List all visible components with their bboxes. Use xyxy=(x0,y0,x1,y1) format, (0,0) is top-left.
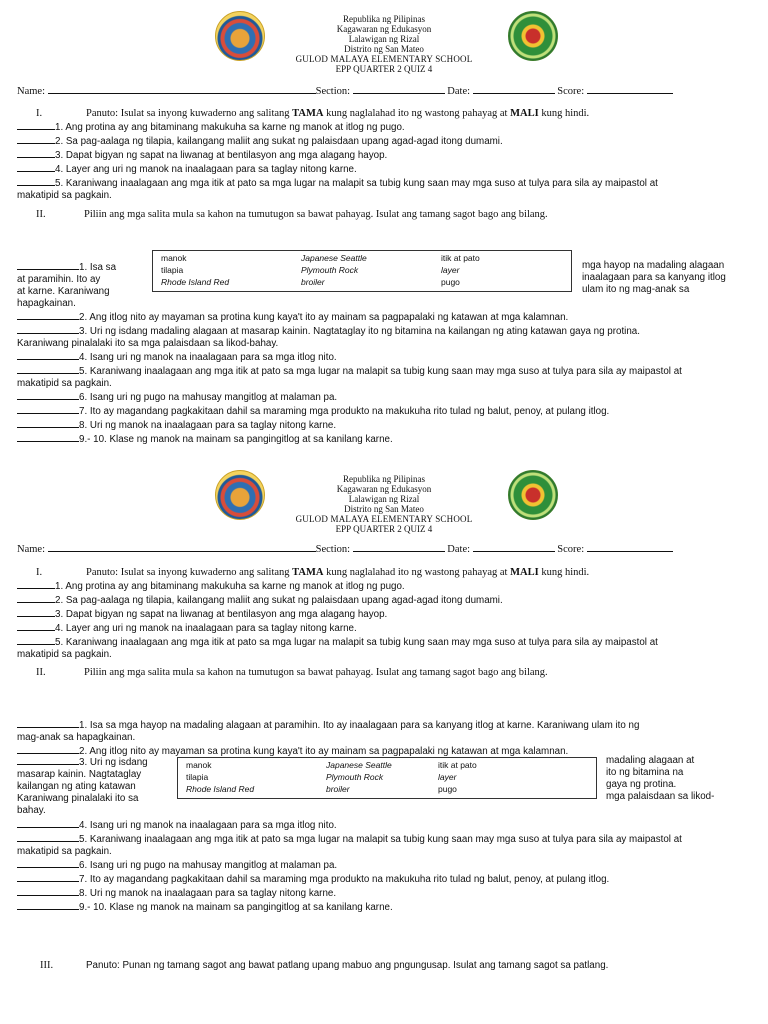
list-item: 1. Ang protina ay ang bitaminang makukuha sa karne ng manok at itlog ng pugo. xyxy=(17,579,658,593)
answer-blank[interactable] xyxy=(17,350,79,360)
box-word: layer xyxy=(441,265,460,275)
score-label: Score: xyxy=(557,86,587,97)
box-word: pugo xyxy=(441,277,460,287)
answer-blank[interactable] xyxy=(17,832,79,842)
student-info-row-2 xyxy=(17,542,673,555)
box-word: manok xyxy=(186,760,212,770)
box-word: pugo xyxy=(438,784,457,794)
part1-number: I. xyxy=(36,108,43,119)
name-label: Name: xyxy=(17,86,48,97)
part3-number: III. xyxy=(40,960,54,971)
header-line1: Republika ng Pilipinas xyxy=(343,14,425,24)
part2-instr: Piliin ang mga salita mula sa kahon na tumutugon sa bawat pahayag. Isulat ang tamang sagot bago ang bilang. xyxy=(84,667,548,678)
part1-instr-c: kung hindi. xyxy=(538,108,590,119)
box-word: broiler xyxy=(301,277,325,287)
list-item: 1. Isa sa mga hayop na madaling alagaan at paramihin. Ito ay inaalagaan para sa kanyang itlog at karne. Karaniwang ulam ito ng xyxy=(17,718,639,732)
list-item: 3. Dapat bigyan ng sapat na liwanag at bentilasyon ang mga alagang hayop. xyxy=(17,148,658,162)
list-item: 4. Isang uri ng manok na inaalagaan para sa mga itlog nito. xyxy=(17,350,682,364)
list-item-cont: makatipid sa pagkain. xyxy=(17,190,112,201)
section-field[interactable] xyxy=(353,84,445,94)
word-box-2 xyxy=(177,757,597,799)
date-field[interactable] xyxy=(473,84,555,94)
list-item-cont: Karaniwang pinalalaki ito sa mga palaisdaan sa likod-bahay. xyxy=(17,338,279,349)
answer-blank[interactable] xyxy=(17,579,55,589)
list-item: 6. Isang uri ng pugo na mahusay mangitlog at malaman pa. xyxy=(17,858,682,872)
part2-number: II. xyxy=(36,667,46,678)
list-item-cont: makatipid sa pagkain. xyxy=(17,846,112,857)
answer-blank[interactable] xyxy=(17,176,55,186)
list-item: 5. Karaniwang inaalagaan ang mga itik at pato sa mga lugar na malapit sa tubig kung saan may mga suso at tulya para sila ay maipastol at xyxy=(17,176,658,190)
school-name: GULOD MALAYA ELEMENTARY SCHOOL xyxy=(295,514,473,524)
list-item-cont: makatipid sa pagkain. xyxy=(17,378,112,389)
answer-blank[interactable] xyxy=(17,744,79,754)
list-item: 9.- 10. Klase ng manok na mainam sa pangingitlog at sa kanilang karne. xyxy=(17,900,682,914)
header-line1: Republika ng Pilipinas xyxy=(343,474,425,484)
header-line3: Lalawigan ng Rizal xyxy=(348,494,420,504)
part2-instructions-1 xyxy=(36,209,548,221)
mali-word: MALI xyxy=(510,567,539,578)
list-item: 9.- 10. Klase ng manok na mainam sa pangingitlog at sa kanilang karne. xyxy=(17,432,682,446)
student-info-row-1 xyxy=(17,84,673,97)
word-box-1 xyxy=(152,250,572,292)
q1-left-text-1: 1. Isa sa at paramihin. Ito ay at karne. Karaniwang hapagkainan. xyxy=(17,262,117,309)
box-word: tilapia xyxy=(186,772,209,782)
answer-blank[interactable] xyxy=(17,120,55,130)
name-field[interactable] xyxy=(48,84,316,94)
answer-blank[interactable] xyxy=(17,872,79,882)
header-2 xyxy=(0,474,768,534)
box-word: Rhode Island Red xyxy=(186,784,255,794)
list-item: 3. Dapat bigyan ng sapat na liwanag at bentilasyon ang mga alagang hayop. xyxy=(17,607,658,621)
box-word: itik at pato xyxy=(438,760,477,770)
tama-word: TAMA xyxy=(292,567,324,578)
list-item: 2. Sa pag-aalaga ng tilapia, kailangang maliit ang sukat ng palaisdaan upang agad-agad itong dumami. xyxy=(17,134,658,148)
date-label: Date: xyxy=(447,544,473,555)
quiz-title: EPP QUARTER 2 QUIZ 4 xyxy=(335,64,433,74)
q3-left-text-2: 3. Uri ng isdang masarap kainin. Nagtataglay kailangan ng ating katawan Karaniwang pinalalaki ito sa bahay. xyxy=(17,757,148,816)
section-label: Section: xyxy=(315,544,353,555)
list-item: 7. Ito ay magandang pagkakitaan dahil sa maraming mga produkto na makukuha rito tulad ng balut, penoy, at pulang itlog. xyxy=(17,404,682,418)
answer-blank[interactable] xyxy=(17,404,79,414)
part1-items-2 xyxy=(17,579,658,661)
header-line4: Distrito ng San Mateo xyxy=(344,504,424,514)
answer-blank[interactable] xyxy=(17,593,55,603)
part3-instr: Panuto: Punan ng tamang sagot ang bawat patlang upang mabuo ang pngungusap. Isulat ang tamang sagot sa patlang. xyxy=(86,960,609,971)
list-item: 4. Layer ang uri ng manok na inaalagaan para sa taglay nitong karne. xyxy=(17,621,658,635)
part2-q1-q2-2 xyxy=(17,718,639,758)
q3-right-text-2: madaling alagaan at ito ng bitamina na gaya ng protina. mga palaisdaan sa likod- xyxy=(606,755,715,802)
box-word: Plymouth Rock xyxy=(326,772,384,782)
list-item: 7. Ito ay magandang pagkakitaan dahil sa maraming mga produkto na makukuha rito tulad ng balut, penoy, at pulang itlog. xyxy=(17,872,682,886)
answer-blank[interactable] xyxy=(17,621,55,631)
header-1 xyxy=(0,14,768,74)
answer-blank[interactable] xyxy=(17,607,55,617)
part2-instr: Piliin ang mga salita mula sa kahon na tumutugon sa bawat pahayag. Isulat ang tamang sagot bago ang bilang. xyxy=(84,209,548,220)
part1-instr-b: kung naglalahad ito ng wastong pahayag at xyxy=(323,108,511,119)
answer-blank[interactable] xyxy=(17,718,79,728)
box-word: Japanese Seattle xyxy=(326,760,392,770)
list-item: 5. Karaniwang inaalagaan ang mga itik at pato sa mga lugar na malapit sa tubig kung saan may mga suso at tulya para sila ay maipastol at xyxy=(17,832,682,846)
list-item: 2. Sa pag-aalaga ng tilapia, kailangang maliit ang sukat ng palaisdaan upang agad-agad itong dumami. xyxy=(17,593,658,607)
part2-instructions-2 xyxy=(36,667,548,679)
header-line2: Kagawaran ng Edukasyon xyxy=(336,484,432,494)
answer-blank[interactable] xyxy=(17,364,79,374)
score-field[interactable] xyxy=(587,84,673,94)
answer-blank[interactable] xyxy=(17,310,79,320)
answer-blank[interactable] xyxy=(17,858,79,868)
box-word: Rhode Island Red xyxy=(161,277,230,287)
answer-blank[interactable] xyxy=(17,818,79,828)
answer-blank[interactable] xyxy=(17,390,79,400)
quiz-title: EPP QUARTER 2 QUIZ 4 xyxy=(335,524,433,534)
box-word: manok xyxy=(161,253,187,263)
part1-instr-c: kung hindi. xyxy=(538,567,590,578)
part1-instr-a: Panuto: Isulat sa inyong kuwaderno ang salitang xyxy=(86,108,293,119)
list-item: 2. Ang itlog nito ay mayaman sa protina kung kaya't ito ay mainam sa pagpapalaki ng katawan at mga kalamnan. xyxy=(17,744,639,758)
list-item: 3. Uri ng isdang madaling alagaan at masarap kainin. Nagtataglay ito ng bitamina na kailangan ng ating katawan gaya ng protina. xyxy=(17,324,682,338)
part2-items-1 xyxy=(17,310,682,446)
answer-blank[interactable] xyxy=(17,900,79,910)
part1-instr-a: Panuto: Isulat sa inyong kuwaderno ang salitang xyxy=(86,567,293,578)
answer-blank[interactable] xyxy=(17,260,79,270)
header-line2: Kagawaran ng Edukasyon xyxy=(336,24,432,34)
list-item-cont: makatipid sa pagkain. xyxy=(17,649,112,660)
answer-blank[interactable] xyxy=(17,635,55,645)
box-word: layer xyxy=(438,772,457,782)
tama-word: TAMA xyxy=(292,108,324,119)
part1-instructions-1 xyxy=(36,108,589,120)
mali-word: MALI xyxy=(510,108,539,119)
date-field[interactable] xyxy=(473,542,555,552)
part2-number: II. xyxy=(36,209,46,220)
list-item: 5. Karaniwang inaalagaan ang mga itik at pato sa mga lugar na malapit sa tubig kung saan may mga suso at tulya para sila ay maipastol at xyxy=(17,364,682,378)
list-item: 4. Layer ang uri ng manok na inaalagaan para sa taglay nitong karne. xyxy=(17,162,658,176)
list-item: 2. Ang itlog nito ay mayaman sa protina kung kaya't ito ay mainam sa pagpapalaki ng katawan at mga kalamnan. xyxy=(17,310,682,324)
answer-blank[interactable] xyxy=(17,886,79,896)
part1-instr-b: kung naglalahad ito ng wastong pahayag at xyxy=(323,567,511,578)
list-item: 6. Isang uri ng pugo na mahusay mangitlog at malaman pa. xyxy=(17,390,682,404)
answer-blank[interactable] xyxy=(17,162,55,172)
date-label: Date: xyxy=(447,86,473,97)
part1-instructions-2 xyxy=(36,567,589,579)
section-label: Section: xyxy=(315,86,353,97)
part1-items-1 xyxy=(17,120,658,202)
list-item-cont: mag-anak sa hapagkainan. xyxy=(17,732,136,743)
box-word: Japanese Seattle xyxy=(301,253,367,263)
list-item: 5. Karaniwang inaalagaan ang mga itik at pato sa mga lugar na malapit sa tubig kung saan may mga suso at tulya para sila ay maipastol at xyxy=(17,635,658,649)
header-line4: Distrito ng San Mateo xyxy=(344,44,424,54)
part3-instructions xyxy=(40,960,608,972)
box-word: broiler xyxy=(326,784,350,794)
box-word: itik at pato xyxy=(441,253,480,263)
answer-blank[interactable] xyxy=(17,432,79,442)
answer-blank[interactable] xyxy=(17,755,79,765)
part1-number: I. xyxy=(36,567,43,578)
name-field[interactable] xyxy=(48,542,316,552)
list-item: 8. Uri ng manok na inaalagaan para sa taglay nitong karne. xyxy=(17,418,682,432)
school-name: GULOD MALAYA ELEMENTARY SCHOOL xyxy=(295,54,473,64)
section-field[interactable] xyxy=(353,542,445,552)
answer-blank[interactable] xyxy=(17,418,79,428)
name-label: Name: xyxy=(17,544,48,555)
answer-blank[interactable] xyxy=(17,134,55,144)
part2-items-2 xyxy=(17,818,682,914)
score-label: Score: xyxy=(557,544,587,555)
box-word: Plymouth Rock xyxy=(301,265,359,275)
list-item: 4. Isang uri ng manok na inaalagaan para sa mga itlog nito. xyxy=(17,818,682,832)
answer-blank[interactable] xyxy=(17,324,79,334)
q1-right-text-1: mga hayop na madaling alagaan inaalagaan para sa kanyang itlog ulam ito ng mag-anak sa xyxy=(582,260,726,295)
box-word: tilapia xyxy=(161,265,184,275)
answer-blank[interactable] xyxy=(17,148,55,158)
list-item: 8. Uri ng manok na inaalagaan para sa taglay nitong karne. xyxy=(17,886,682,900)
list-item: 1. Ang protina ay ang bitaminang makukuha sa karne ng manok at itlog ng pugo. xyxy=(17,120,658,134)
header-line3: Lalawigan ng Rizal xyxy=(348,34,420,44)
score-field[interactable] xyxy=(587,542,673,552)
